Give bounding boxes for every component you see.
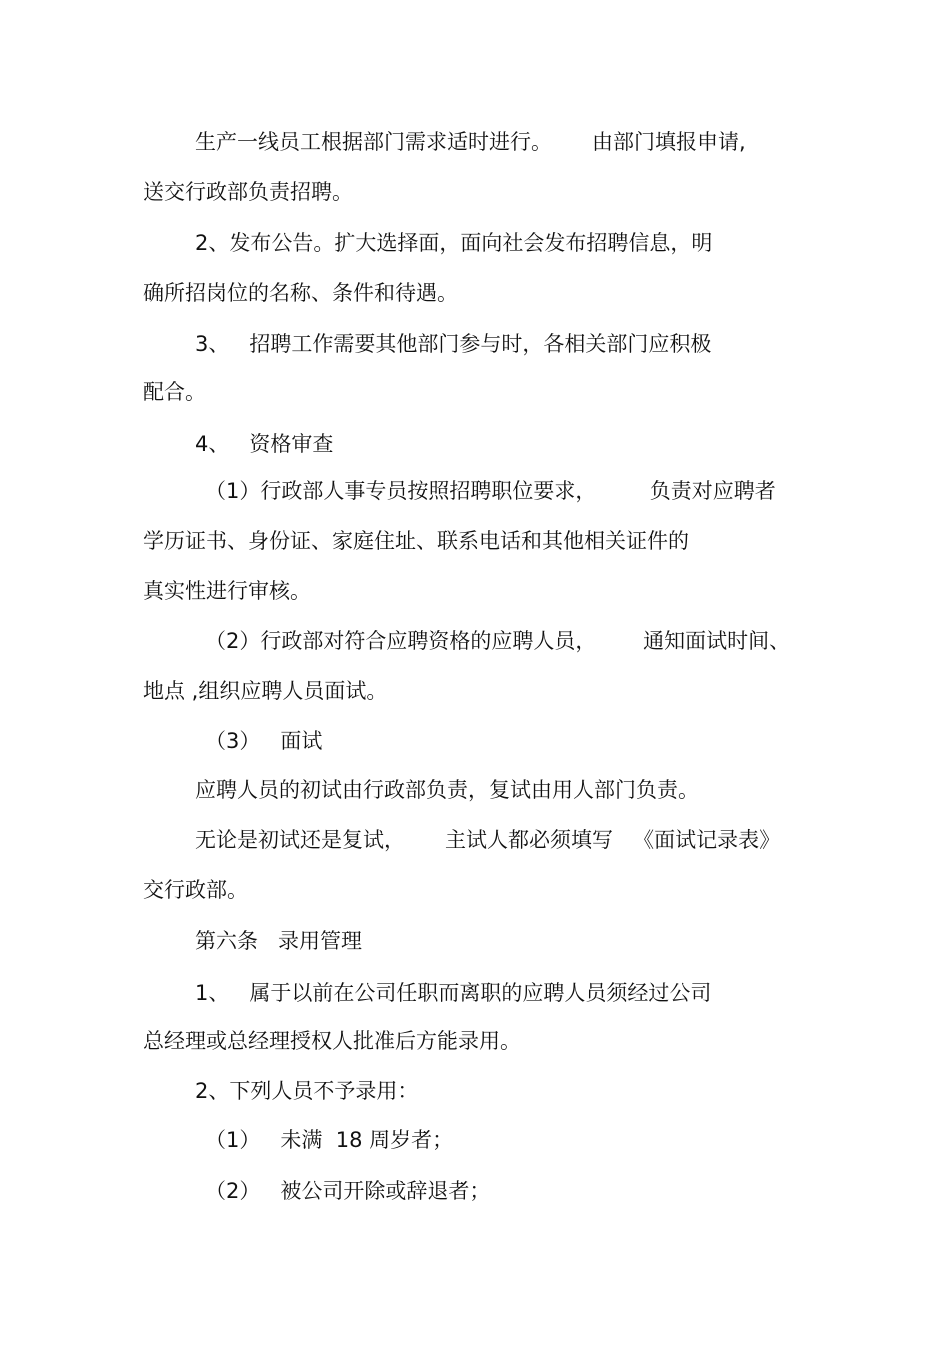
text-line: （1）行政部人事专员按照招聘职位要求， 负责对应聘者 (205, 479, 776, 503)
text-line: 学历证书、身份证、家庭住址、联系电话和其他相关证件的 (143, 529, 689, 553)
text-line: 生产一线员工根据部门需求适时进行。 由部门填报申请, (195, 130, 746, 154)
text-line: 3、 招聘工作需要其他部门参与时，各相关部门应积极 (195, 332, 712, 356)
text-line: 地点 ,组织应聘人员面试。 (143, 679, 388, 703)
text-line: 真实性进行审核。 (143, 579, 311, 603)
text-line: 1、 属于以前在公司任职而离职的应聘人员须经过公司 (195, 981, 712, 1005)
text-line: （1） 未满 18 周岁者； (205, 1128, 454, 1152)
text-line: 无论是初试还是复试， 主试人都必须填写 《面试记录表》 (195, 828, 781, 852)
text-line: （3） 面试 (205, 729, 323, 753)
text-line: 送交行政部负责招聘。 (143, 180, 353, 204)
text-line: 交行政部。 (143, 878, 248, 902)
text-line: 2、发布公告。扩大选择面，面向社会发布招聘信息，明 (195, 231, 713, 255)
text-line: 第六条 录用管理 (195, 929, 363, 953)
text-line: 4、 资格审查 (195, 432, 334, 456)
text-line: 总经理或总经理授权人批准后方能录用。 (143, 1029, 521, 1053)
text-line: （2）行政部对符合应聘资格的应聘人员， 通知面试时间、 (205, 629, 791, 653)
text-line: 确所招岗位的名称、条件和待遇。 (143, 281, 458, 305)
text-line: 2、下列人员不予录用： (195, 1079, 419, 1103)
text-line: （2） 被公司开除或辞退者； (205, 1179, 491, 1203)
text-line: 配合。 (143, 380, 206, 404)
text-line: 应聘人员的初试由行政部负责，复试由用人部门负责。 (195, 778, 699, 802)
